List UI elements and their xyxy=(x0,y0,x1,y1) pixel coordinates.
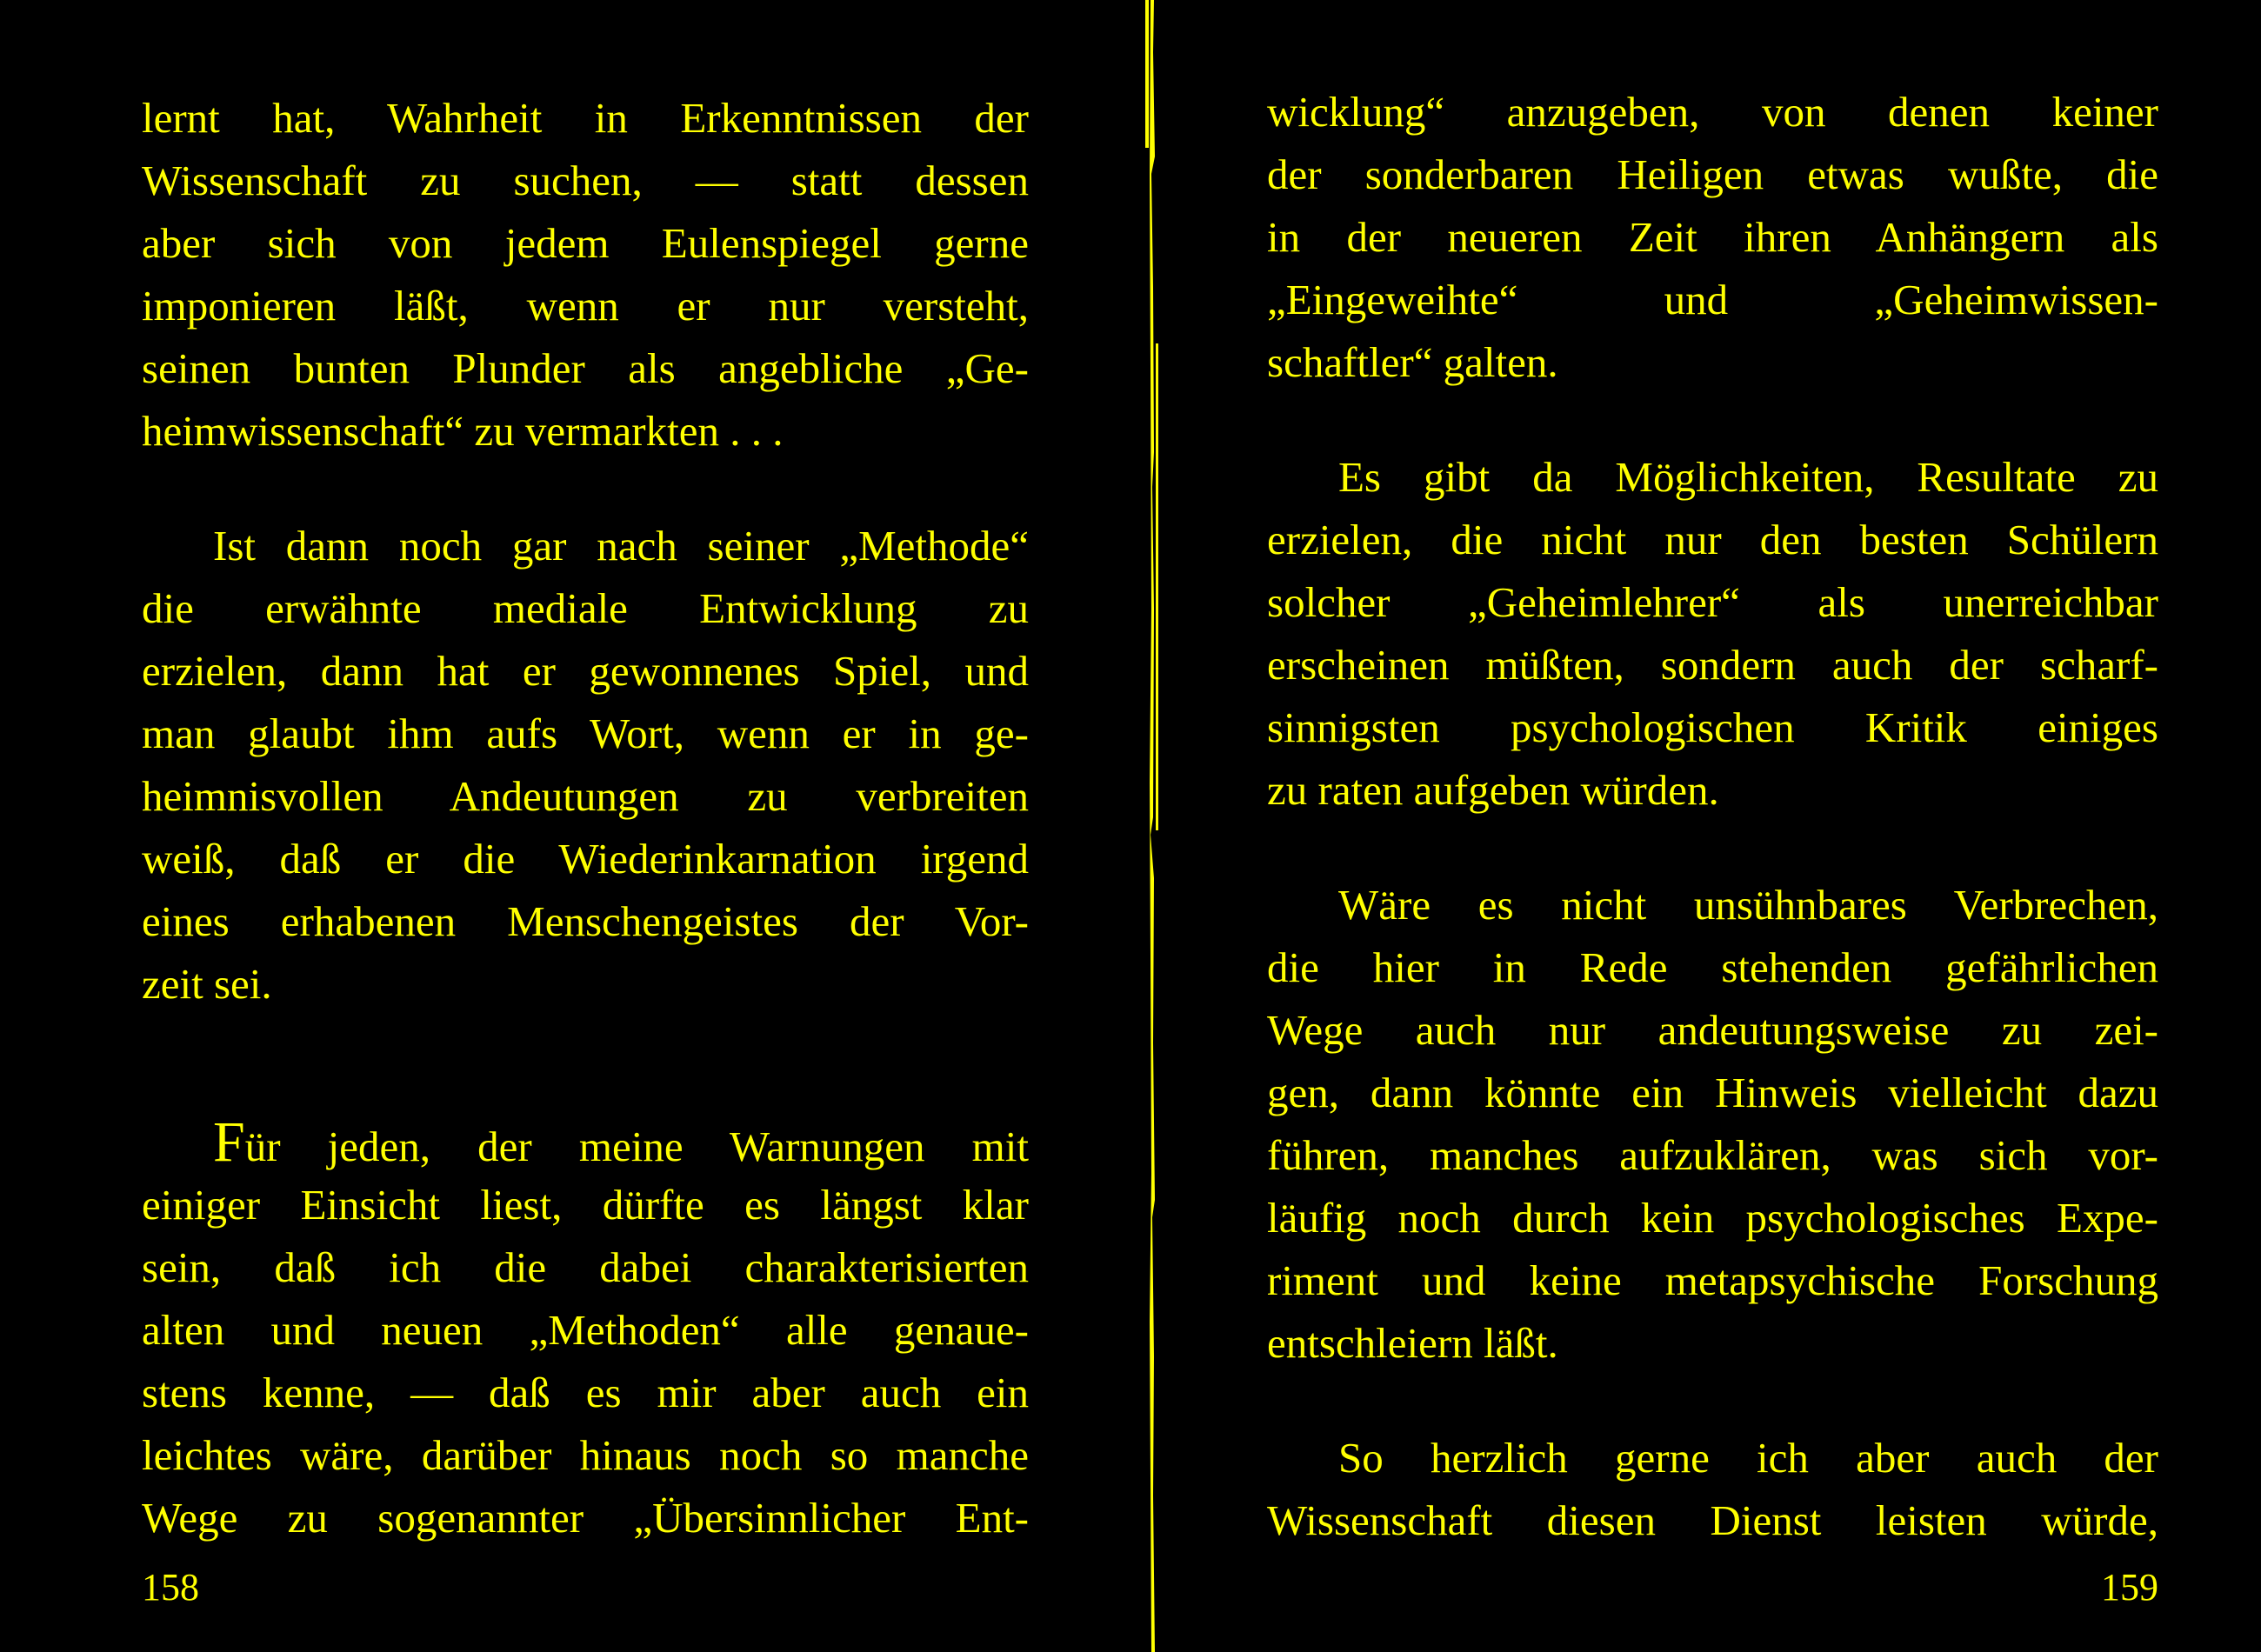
text-line: zu raten aufgeben würden. xyxy=(1267,766,1719,814)
book-gutter xyxy=(1135,0,1170,1652)
text-line: der sonderbaren Heiligen etwas wußte, die xyxy=(1267,150,2158,198)
text-line: Wissenschaft zu suchen, — statt dessen xyxy=(142,157,1029,204)
text-line: wicklung“ anzugeben, von denen keiner xyxy=(1267,88,2158,136)
text-line: Ist dann noch gar nach seiner „Methode“ xyxy=(213,522,1029,570)
text-line: erscheinen müßten, sondern auch der scharf- xyxy=(1267,641,2158,689)
text-line: einiger Einsicht liest, dürfte es längst klar xyxy=(142,1181,1029,1229)
text-line: Wissenschaft diesen Dienst leisten würde, xyxy=(1267,1496,2158,1544)
text-line: leichtes wäre, darüber hinaus noch so manche xyxy=(142,1431,1029,1479)
text-line: zeit sei. xyxy=(142,960,272,1008)
text-line: Wege auch nur andeutungsweise zu zei- xyxy=(1267,1006,2158,1054)
text-line: sein, daß ich die dabei charakterisierten xyxy=(142,1243,1029,1291)
text-line-rest: ür jeden, der meine Warnungen mit xyxy=(244,1122,1029,1170)
text-line: gen, dann könnte ein Hinweis vielleicht dazu xyxy=(1267,1069,2158,1116)
right-page xyxy=(1165,0,2261,1652)
right-page-text xyxy=(1267,81,2158,1552)
text-line: heimwissenschaft“ zu vermarkten . . . xyxy=(142,407,784,455)
text-line: Wege zu sogenannter „Übersinnlicher Ent- xyxy=(142,1494,1029,1542)
text-line: in der neueren Zeit ihren Anhängern als xyxy=(1267,213,2158,261)
text-line: lernt hat, Wahrheit in Erkenntnissen der xyxy=(142,94,1029,142)
text-line: So herzlich gerne ich aber auch der xyxy=(1338,1434,2158,1482)
text-line: erzielen, dann hat er gewonnenes Spiel, und xyxy=(142,647,1029,695)
text-line: schaftler“ galten. xyxy=(1267,338,1558,386)
text-line: Wäre es nicht unsühnbares Verbrechen, xyxy=(1338,881,2158,929)
text-line: stens kenne, — daß es mir aber auch ein xyxy=(142,1369,1029,1416)
text-line: Es gibt da Möglichkeiten, Resultate zu xyxy=(1338,453,2158,501)
text-line: imponieren läßt, wenn er nur versteht, xyxy=(142,282,1029,330)
text-line: die hier in Rede stehenden gefährlichen xyxy=(1267,943,2158,991)
text-line: solcher „Geheimlehrer“ als unerreichbar xyxy=(1267,578,2158,626)
text-line: man glaubt ihm aufs Wort, wenn er in ge- xyxy=(142,709,1029,757)
left-page-text xyxy=(142,87,1029,1549)
text-line: führen, manches aufzuklären, was sich vor- xyxy=(1267,1131,2158,1179)
text-line: eines erhabenen Menschengeistes der Vor- xyxy=(142,897,1029,945)
text-line: erzielen, die nicht nur den besten Schülern xyxy=(1267,516,2158,563)
text-line: sinnigsten psychologischen Kritik einiges xyxy=(1267,703,2158,751)
drop-cap: F xyxy=(213,1110,245,1174)
text-line: alten und neuen „Methoden“ alle genaue- xyxy=(142,1306,1029,1354)
page-number: 158 xyxy=(142,1566,199,1609)
text-line: heimnisvollen Andeutungen zu verbreiten xyxy=(142,772,1029,820)
page-number: 159 xyxy=(2101,1566,2158,1609)
text-line: läufig noch durch kein psychologisches Expe- xyxy=(1267,1194,2158,1242)
text-line: entschleiern läßt. xyxy=(1267,1319,1558,1367)
text-line xyxy=(142,1111,1029,1174)
text-line: riment und keine metapsychische Forschung xyxy=(1267,1256,2158,1304)
text-line: aber sich von jedem Eulenspiegel gerne xyxy=(142,219,1029,267)
text-line: weiß, daß er die Wiederinkarnation irgend xyxy=(142,835,1029,883)
text-line: „Eingeweihte“ und „Geheimwissen- xyxy=(1267,276,2158,323)
text-line: die erwähnte mediale Entwicklung zu xyxy=(142,584,1029,632)
text-line: seinen bunten Plunder als angebliche „Ge- xyxy=(142,344,1029,392)
